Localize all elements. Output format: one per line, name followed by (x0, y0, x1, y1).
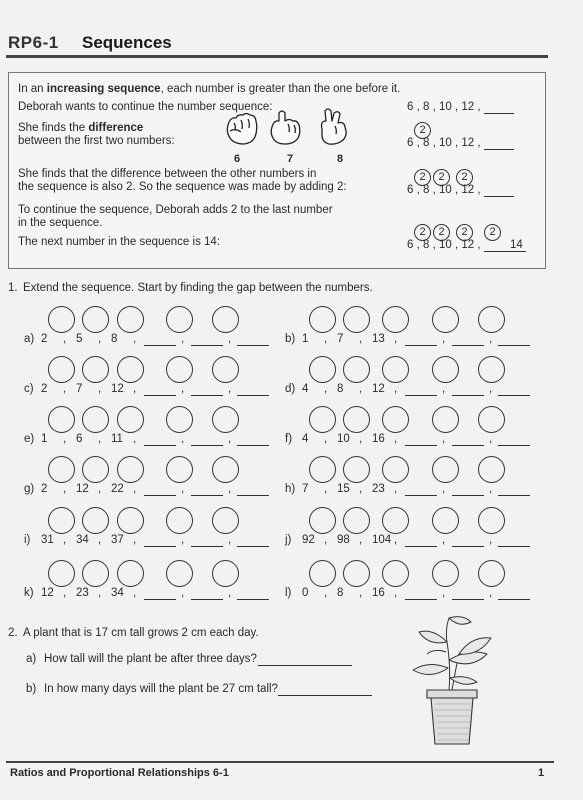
sequence-number: 31 (41, 534, 54, 546)
comma-separator: , (324, 383, 328, 395)
intro-line-1: In an increasing sequence, each number is greater than the one before it. (18, 83, 401, 95)
hand-number-1: 6 (234, 153, 241, 165)
answer-blank[interactable] (237, 395, 269, 396)
exercise-label: f) (285, 433, 293, 445)
comma-separator: , (181, 333, 185, 345)
gap-circle[interactable] (343, 456, 370, 483)
q1-prompt: Extend the sequence. Start by finding the gap between the numbers. (23, 282, 373, 294)
answer-blank[interactable] (144, 345, 176, 346)
comma-separator: , (442, 587, 446, 599)
gap-circle[interactable] (212, 560, 239, 587)
gap-circle[interactable] (432, 560, 459, 587)
gap-circle[interactable] (478, 560, 505, 587)
answer-blank[interactable] (144, 599, 176, 600)
gap-circle[interactable] (432, 507, 459, 534)
comma-separator: , (228, 333, 232, 345)
gap-circle[interactable] (117, 356, 144, 383)
intro-line-3a: She finds the difference (18, 122, 144, 134)
comma-separator: , (133, 483, 137, 495)
comma-separator: , (489, 534, 493, 546)
sequence-number: 4 (302, 383, 309, 395)
gap-circle[interactable] (82, 507, 109, 534)
sequence-number: 10 (337, 433, 350, 445)
comma-separator: , (63, 433, 67, 445)
comma-separator: , (442, 483, 446, 495)
gap-circle[interactable] (382, 406, 409, 433)
comma-separator: , (442, 383, 446, 395)
comma-separator: , (63, 483, 67, 495)
gap-circle[interactable] (382, 507, 409, 534)
answer-blank[interactable] (452, 395, 484, 396)
answer-blank[interactable] (144, 495, 176, 496)
gap-circle[interactable] (382, 356, 409, 383)
gap-circle[interactable] (212, 406, 239, 433)
intro-blank-3 (484, 196, 514, 197)
lesson-code: RP6-1 (8, 33, 59, 52)
answer-blank[interactable] (498, 546, 530, 547)
comma-separator: , (181, 534, 185, 546)
sequence-number: 16 (372, 587, 385, 599)
sequence-number: 8 (111, 333, 118, 345)
comma-separator: , (442, 333, 446, 345)
sequence-number: 1 (302, 333, 309, 345)
sequence-number: 12 (76, 483, 89, 495)
gap-circle[interactable] (166, 560, 193, 587)
gap-circle[interactable] (212, 306, 239, 333)
gap-circle[interactable] (48, 456, 75, 483)
sequence-number: 2 (41, 383, 48, 395)
comma-separator: , (489, 333, 493, 345)
gap-circle[interactable] (382, 306, 409, 333)
q2b-label: b) (26, 683, 37, 695)
gap-circle[interactable] (48, 356, 75, 383)
exercise-label: d) (285, 383, 296, 395)
gap-circle[interactable] (82, 456, 109, 483)
sequence-number: 104 (372, 534, 392, 546)
intro-seq-2: 6 , 8 , 10 , 12 , (407, 137, 481, 149)
sequence-number: 8 (337, 587, 344, 599)
gap-circle[interactable] (82, 306, 109, 333)
gap-circle[interactable] (432, 356, 459, 383)
gap-circle[interactable] (48, 507, 75, 534)
gap-circle[interactable] (309, 507, 336, 534)
sequence-number: 34 (111, 587, 124, 599)
gap-circle: 2 (414, 224, 431, 241)
intro-seq-3: 6 , 8 , 10 , 12 , (407, 184, 481, 196)
answer-blank[interactable] (237, 599, 269, 600)
answer-blank[interactable] (191, 445, 223, 446)
answer-blank[interactable] (191, 495, 223, 496)
comma-separator: , (63, 534, 67, 546)
comma-separator: , (442, 433, 446, 445)
counting-hands-icon (222, 107, 362, 159)
gap-circle[interactable] (48, 406, 75, 433)
comma-separator: , (133, 587, 137, 599)
comma-separator: , (98, 333, 102, 345)
gap-circle[interactable] (382, 560, 409, 587)
comma-separator: , (63, 587, 67, 599)
gap-circle[interactable] (432, 456, 459, 483)
exercise-label: j) (285, 534, 292, 546)
exercise-label: c) (24, 383, 34, 395)
exercise-label: i) (24, 534, 31, 546)
sequence-number: 2 (41, 333, 48, 345)
gap-circle[interactable] (478, 306, 505, 333)
q2a-label: a) (26, 653, 37, 665)
q2b-text: In how many days will the plant be 27 cm tall? (44, 683, 278, 695)
gap-circle[interactable] (343, 356, 370, 383)
intro-line-2: Deborah wants to continue the number sequence: (18, 101, 273, 113)
comma-separator: , (98, 483, 102, 495)
sequence-number: 11 (111, 433, 123, 445)
answer-blank[interactable] (191, 546, 223, 547)
comma-separator: , (324, 534, 328, 546)
sequence-number: 34 (76, 534, 89, 546)
gap-circle[interactable] (309, 356, 336, 383)
sequence-number: 7 (302, 483, 309, 495)
gap-circle[interactable] (166, 507, 193, 534)
comma-separator: , (359, 483, 363, 495)
comma-separator: , (181, 483, 185, 495)
comma-separator: , (133, 383, 137, 395)
gap-circle[interactable] (382, 456, 409, 483)
gap-circle: 2 (433, 224, 450, 241)
comma-separator: , (394, 534, 398, 546)
answer-blank[interactable] (452, 495, 484, 496)
answer-blank[interactable] (405, 345, 437, 346)
sequence-number: 8 (337, 383, 344, 395)
sequence-number: 92 (302, 534, 315, 546)
sequence-number: 12 (372, 383, 385, 395)
answer-blank[interactable] (191, 599, 223, 600)
answer-blank[interactable] (191, 345, 223, 346)
gap-circle[interactable] (117, 507, 144, 534)
sequence-number: 16 (372, 433, 385, 445)
answer-blank[interactable] (498, 345, 530, 346)
intro-line-5b: in the sequence. (18, 217, 103, 229)
answer-blank[interactable] (237, 445, 269, 446)
gap-circle[interactable] (117, 456, 144, 483)
comma-separator: , (63, 333, 67, 345)
sequence-number: 0 (302, 587, 309, 599)
gap-circle: 2 (414, 122, 431, 139)
answer-blank[interactable] (405, 546, 437, 547)
answer-blank[interactable] (191, 395, 223, 396)
exercise-label: b) (285, 333, 296, 345)
comma-separator: , (133, 534, 137, 546)
answer-blank[interactable] (237, 495, 269, 496)
gap-circle[interactable] (309, 306, 336, 333)
footer-rule (6, 761, 554, 763)
page-title: Sequences (82, 33, 172, 52)
comma-separator: , (359, 383, 363, 395)
comma-separator: , (442, 534, 446, 546)
exercise-label: a) (24, 333, 35, 345)
hand-number-2: 7 (287, 153, 294, 165)
comma-separator: , (228, 587, 232, 599)
answer-blank[interactable] (237, 546, 269, 547)
hand-number-3: 8 (337, 153, 344, 165)
sequence-number: 13 (372, 333, 385, 345)
gap-circle: 2 (433, 169, 450, 186)
comma-separator: , (359, 534, 363, 546)
gap-circle[interactable] (117, 406, 144, 433)
sequence-number: 12 (41, 587, 54, 599)
gap-circle[interactable] (309, 456, 336, 483)
answer-blank[interactable] (498, 599, 530, 600)
sequence-number: 23 (76, 587, 89, 599)
q2-number: 2. (8, 627, 18, 639)
comma-separator: , (489, 433, 493, 445)
intro-line-4b: the sequence is also 2. So the sequence was made by adding 2: (18, 181, 347, 193)
comma-separator: , (394, 383, 398, 395)
answer-blank[interactable] (144, 546, 176, 547)
comma-separator: , (394, 333, 398, 345)
gap-circle[interactable] (117, 560, 144, 587)
q2a-text: How tall will the plant be after three days? (44, 653, 257, 665)
intro-answer-line (484, 251, 526, 252)
gap-circle: 2 (456, 169, 473, 186)
intro-blank-2 (484, 149, 514, 150)
sequence-number: 23 (372, 483, 385, 495)
gap-circle[interactable] (478, 456, 505, 483)
gap-circle: 2 (484, 224, 501, 241)
gap-circle[interactable] (82, 560, 109, 587)
comma-separator: , (324, 587, 328, 599)
gap-circle[interactable] (432, 306, 459, 333)
gap-circle[interactable] (48, 560, 75, 587)
sequence-number: 98 (337, 534, 350, 546)
gap-circle[interactable] (166, 356, 193, 383)
comma-separator: , (98, 433, 102, 445)
comma-separator: , (324, 433, 328, 445)
sequence-number: 4 (302, 433, 309, 445)
answer-blank[interactable] (498, 495, 530, 496)
comma-separator: , (98, 534, 102, 546)
comma-separator: , (181, 433, 185, 445)
comma-separator: , (181, 383, 185, 395)
comma-separator: , (63, 383, 67, 395)
comma-separator: , (394, 587, 398, 599)
answer-blank[interactable] (498, 395, 530, 396)
gap-circle[interactable] (309, 406, 336, 433)
gap-circle[interactable] (343, 507, 370, 534)
gap-circle[interactable] (212, 456, 239, 483)
sequence-number: 37 (111, 534, 124, 546)
exercise-label: e) (24, 433, 35, 445)
header-rule (6, 55, 548, 58)
exercise-label: k) (24, 587, 34, 599)
answer-blank[interactable] (144, 395, 176, 396)
answer-blank[interactable] (452, 345, 484, 346)
comma-separator: , (98, 383, 102, 395)
gap-circle[interactable] (309, 560, 336, 587)
q2a-answer-line[interactable] (258, 665, 352, 666)
comma-separator: , (228, 534, 232, 546)
intro-line-5a: To continue the sequence, Deborah adds 2 to the last number (18, 204, 333, 216)
gap-circle[interactable] (48, 306, 75, 333)
comma-separator: , (324, 333, 328, 345)
answer-blank[interactable] (237, 345, 269, 346)
comma-separator: , (181, 587, 185, 599)
gap-circle[interactable] (343, 406, 370, 433)
comma-separator: , (98, 587, 102, 599)
intro-blank-1 (484, 113, 514, 114)
answer-blank[interactable] (144, 445, 176, 446)
exercise-label: h) (285, 483, 296, 495)
sequence-number: 5 (76, 333, 83, 345)
gap-circle[interactable] (343, 560, 370, 587)
gap-circle[interactable] (212, 507, 239, 534)
sequence-number: 2 (41, 483, 48, 495)
gap-circle[interactable] (478, 507, 505, 534)
answer-blank[interactable] (452, 599, 484, 600)
page-number: 1 (538, 767, 545, 779)
intro-seq-4: 6 , 8 , 10 , 12 , (407, 239, 481, 251)
q2-prompt: A plant that is 17 cm tall grows 2 cm each day. (23, 627, 259, 639)
comma-separator: , (133, 333, 137, 345)
gap-circle[interactable] (478, 406, 505, 433)
sequence-number: 1 (41, 433, 48, 445)
exercise-label: l) (285, 587, 292, 599)
sequence-number: 15 (337, 483, 350, 495)
intro-seq-1: 6 , 8 , 10 , 12 , (407, 101, 481, 113)
q2b-answer-line[interactable] (278, 695, 372, 696)
gap-circle: 2 (456, 224, 473, 241)
comma-separator: , (359, 433, 363, 445)
comma-separator: , (228, 483, 232, 495)
footer-text: Ratios and Proportional Relationships 6-1 (10, 767, 229, 779)
answer-blank[interactable] (405, 599, 437, 600)
answer-blank[interactable] (498, 445, 530, 446)
comma-separator: , (489, 383, 493, 395)
sequence-number: 12 (111, 383, 124, 395)
gap-circle[interactable] (166, 406, 193, 433)
comma-separator: , (133, 433, 137, 445)
answer-blank[interactable] (452, 546, 484, 547)
potted-plant-icon (405, 612, 500, 752)
comma-separator: , (394, 433, 398, 445)
comma-separator: , (359, 333, 363, 345)
sequence-number: 22 (111, 483, 124, 495)
gap-circle: 2 (414, 169, 431, 186)
gap-circle[interactable] (82, 406, 109, 433)
intro-line-6: The next number in the sequence is 14: (18, 236, 221, 248)
answer-blank[interactable] (405, 445, 437, 446)
intro-answer: 14 (510, 239, 523, 251)
comma-separator: , (394, 483, 398, 495)
answer-blank[interactable] (405, 495, 437, 496)
comma-separator: , (228, 383, 232, 395)
gap-circle[interactable] (343, 306, 370, 333)
gap-circle[interactable] (478, 356, 505, 383)
gap-circle[interactable] (117, 306, 144, 333)
gap-circle[interactable] (212, 356, 239, 383)
sequence-number: 7 (337, 333, 344, 345)
sequence-number: 7 (76, 383, 83, 395)
q1-number: 1. (8, 282, 18, 294)
exercise-label: g) (24, 483, 35, 495)
comma-separator: , (489, 483, 493, 495)
gap-circle[interactable] (82, 356, 109, 383)
gap-circle[interactable] (166, 456, 193, 483)
gap-circle[interactable] (166, 306, 193, 333)
answer-blank[interactable] (452, 445, 484, 446)
comma-separator: , (324, 483, 328, 495)
comma-separator: , (359, 587, 363, 599)
intro-line-3b: between the first two numbers: (18, 135, 175, 147)
comma-separator: , (228, 433, 232, 445)
sequence-number: 6 (76, 433, 83, 445)
comma-separator: , (489, 587, 493, 599)
gap-circle[interactable] (432, 406, 459, 433)
intro-line-4a: She finds that the difference between the other numbers in (18, 168, 317, 180)
answer-blank[interactable] (405, 395, 437, 396)
